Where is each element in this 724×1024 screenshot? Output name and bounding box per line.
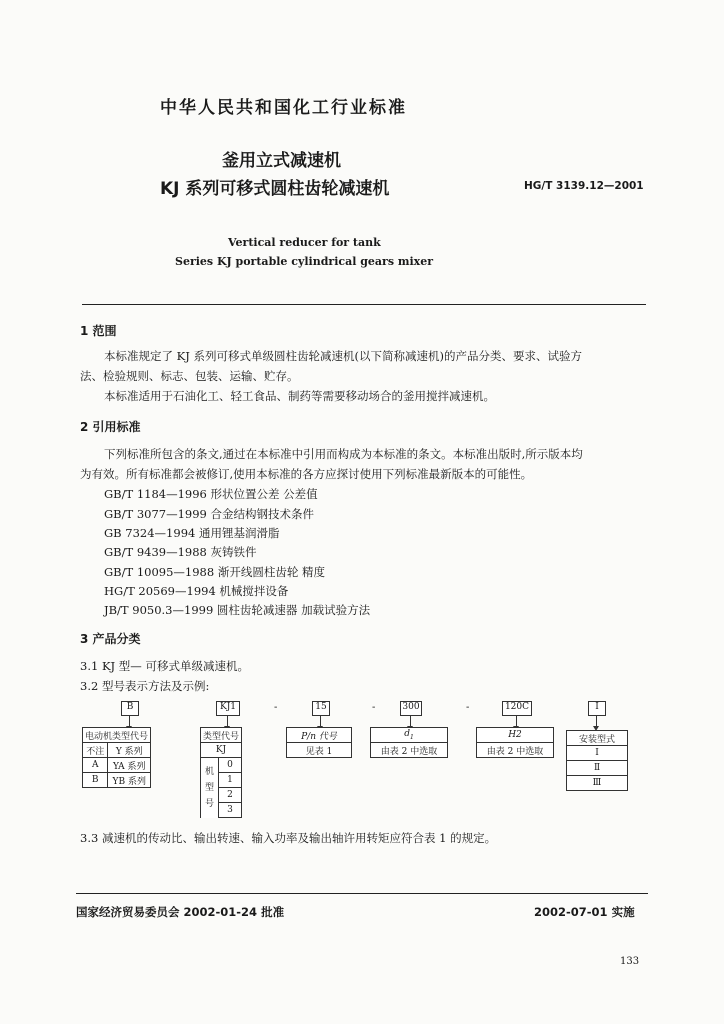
d-header: $d_1$ [371,728,448,743]
motor-type-table [82,727,151,788]
clause-3-1: 3.1 KJ 型— 可移式单级减速机。 [80,659,249,673]
code-box-mount: Ⅰ [588,701,606,716]
motor-series: YB 系列 [108,773,151,788]
reference-item: JB/T 9050.3—1999 圆柱齿轮减速器 加载试验方法 [104,603,371,617]
type-table-side-label: 机 型 号 [201,758,219,818]
mount-header: 安装型式 [567,731,628,746]
separator-dash: - [466,702,470,713]
arrow-type [227,715,228,727]
section-1-paragraph-line2: 法、检验规则、标志、包装、运输、贮存。 [80,369,299,383]
motor-code: A [83,758,108,773]
pn-header: P/n 代号 [287,728,352,743]
section-2-paragraph-line2: 为有效。所有标准都会被修订,使用本标准的各方应探讨使用下列标准最新版本的可能性。 [80,467,533,481]
mount-row: Ⅱ [567,761,628,776]
type-number: 0 [219,758,242,773]
code-box-height: 120C [502,701,532,716]
arrow-motor [129,715,130,727]
code-box-power: 15 [312,701,330,716]
separator-dash: - [274,702,278,713]
reference-item: HG/T 20569—1994 机械搅拌设备 [104,584,289,598]
type-number: 1 [219,773,242,788]
shaft-diameter-table [370,727,448,758]
motor-series: YA 系列 [108,758,151,773]
clause-3-2: 3.2 型号表示方法及示例: [80,679,210,693]
reference-item: GB/T 3077—1999 合金结构钢技术条件 [104,507,315,521]
english-title-line-2: Series KJ portable cylindrical gears mixer [175,255,434,268]
english-title-line-1: Vertical reducer for tank [228,236,381,249]
section-1-heading: 1 范围 [80,324,117,338]
h2-value: 由表 2 中选取 [477,743,554,758]
motor-code: 不注 [83,743,108,758]
clause-3-3: 3.3 减速机的传动比、输出转速、输入功率及输出轴许用转矩应符合表 1 的规定。 [80,831,497,845]
code-box-type: KJ1 [216,701,240,716]
power-code-table [286,727,352,758]
standard-number: HG/T 3139.12—2001 [524,180,644,192]
arrow-shaft [410,715,411,727]
d-value: 由表 2 中选取 [371,743,448,758]
h2-header: H2 [477,728,554,743]
type-table-header: 类型代号 [201,728,242,743]
type-table-kj: KJ [201,743,242,758]
arrow-power [320,715,321,727]
arrow-height [516,715,517,727]
arrow-mount [596,715,597,727]
height-table [476,727,554,758]
title-line-2: KJ 系列可移式圆柱齿轮减速机 [160,179,390,199]
mounting-type-table [566,730,628,791]
approval-line: 国家经济贸易委员会 2002-01-24 批准 [76,905,285,919]
section-1-paragraph-line1: 本标准规定了 KJ 系列可移式单级圆柱齿轮减速机(以下简称减速机)的产品分类、要求、试验方 [104,349,582,363]
code-box-shaft: 300 [400,701,422,716]
motor-code: B [83,773,108,788]
pn-value: 见表 1 [287,743,352,758]
reference-item: GB/T 10095—1988 渐开线圆柱齿轮 精度 [104,565,325,579]
mount-row: Ⅰ [567,746,628,761]
code-box-motor: B [121,701,139,716]
type-number: 3 [219,803,242,818]
motor-series: Y 系列 [108,743,151,758]
reference-item: GB 7324—1994 通用锂基润滑脂 [104,526,280,540]
reference-item: GB/T 9439—1988 灰铸铁件 [104,545,257,559]
section-2-heading: 2 引用标准 [80,420,141,434]
type-code-table [200,727,242,818]
reference-item: GB/T 1184—1996 形状位置公差 公差值 [104,487,318,501]
issuing-category: 中华人民共和国化工行业标准 [160,98,407,118]
type-number: 2 [219,788,242,803]
separator-dash: - [372,702,376,713]
section-2-paragraph-line1: 下列标准所包含的条文,通过在本标准中引用而构成为本标准的条文。本标准出版时,所示版本均 [104,447,583,461]
section-1-paragraph-2: 本标准适用于石油化工、轻工食品、制药等需要移动场合的釜用搅拌减速机。 [104,389,495,403]
header-rule [82,304,646,305]
section-3-heading: 3 产品分类 [80,632,141,646]
title-line-1: 釜用立式减速机 [222,151,341,171]
footer-rule [76,893,648,894]
effective-date: 2002-07-01 实施 [534,905,635,919]
motor-table-header: 电动机类型代号 [83,728,151,743]
page-number: 133 [620,956,640,967]
mount-row: Ⅲ [567,776,628,791]
